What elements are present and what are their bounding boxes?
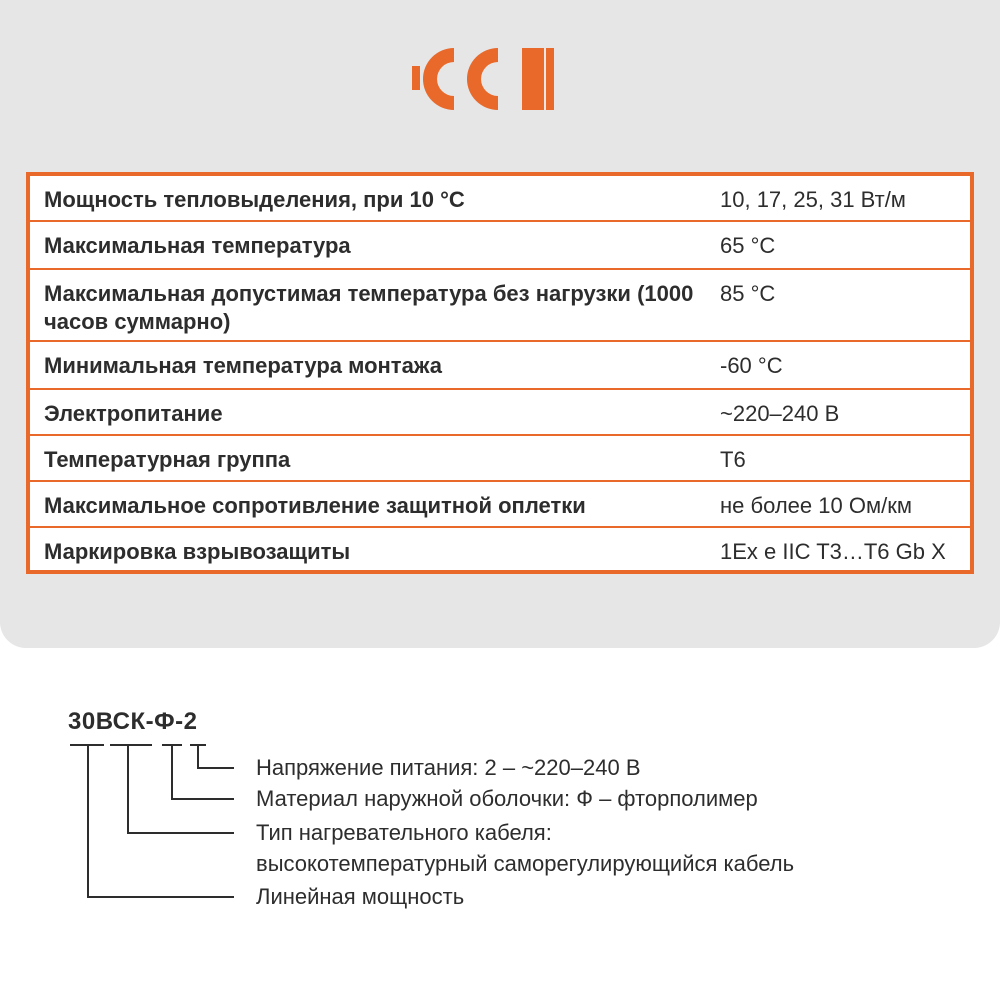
- decode-linear-power: Линейная мощность: [256, 884, 465, 909]
- decode-cable-type: Тип нагревательного кабеля:: [256, 820, 552, 845]
- product-code: 30ВСК-Ф-2: [68, 708, 198, 735]
- decode-cable-type-detail: высокотемпературный саморегулирующийся кабель: [256, 851, 795, 876]
- spec-label: Маркировка взрывозащиты: [44, 539, 351, 564]
- spec-value: -60 °С: [720, 353, 783, 378]
- spec-label: Температурная группа: [44, 447, 291, 472]
- connector-voltage: [198, 745, 234, 768]
- connector-cable-type: [128, 745, 234, 833]
- spec-value: 10, 17, 25, 31 Вт/м: [720, 187, 906, 212]
- spec-value: ~220–240 В: [720, 401, 840, 426]
- decode-voltage: Напряжение питания: 2 – ~220–240 В: [256, 755, 641, 780]
- connector-sheath: [172, 745, 234, 799]
- spec-value: 85 °С: [720, 281, 776, 306]
- spec-label: Минимальная температура монтажа: [44, 353, 442, 378]
- spec-value: не более 10 Ом/км: [720, 493, 912, 518]
- spec-label: Мощность тепловыделения, при 10 °С: [44, 187, 465, 212]
- spec-label: Электропитание: [44, 401, 223, 426]
- spec-value: 1Ex e IIC T3…T6 Gb X: [720, 539, 946, 564]
- spec-value: 65 °С: [720, 233, 776, 258]
- spec-label: Максимальная температура: [44, 233, 351, 258]
- spec-label: Максимальная допустимая температура без нагрузки (1000 часов суммарно): [44, 281, 694, 334]
- decode-sheath: Материал наружной оболочки: Ф – фторполимер: [256, 786, 758, 811]
- spec-value: Т6: [720, 447, 746, 472]
- spec-label: Максимальное сопротивление защитной оплетки: [44, 493, 586, 518]
